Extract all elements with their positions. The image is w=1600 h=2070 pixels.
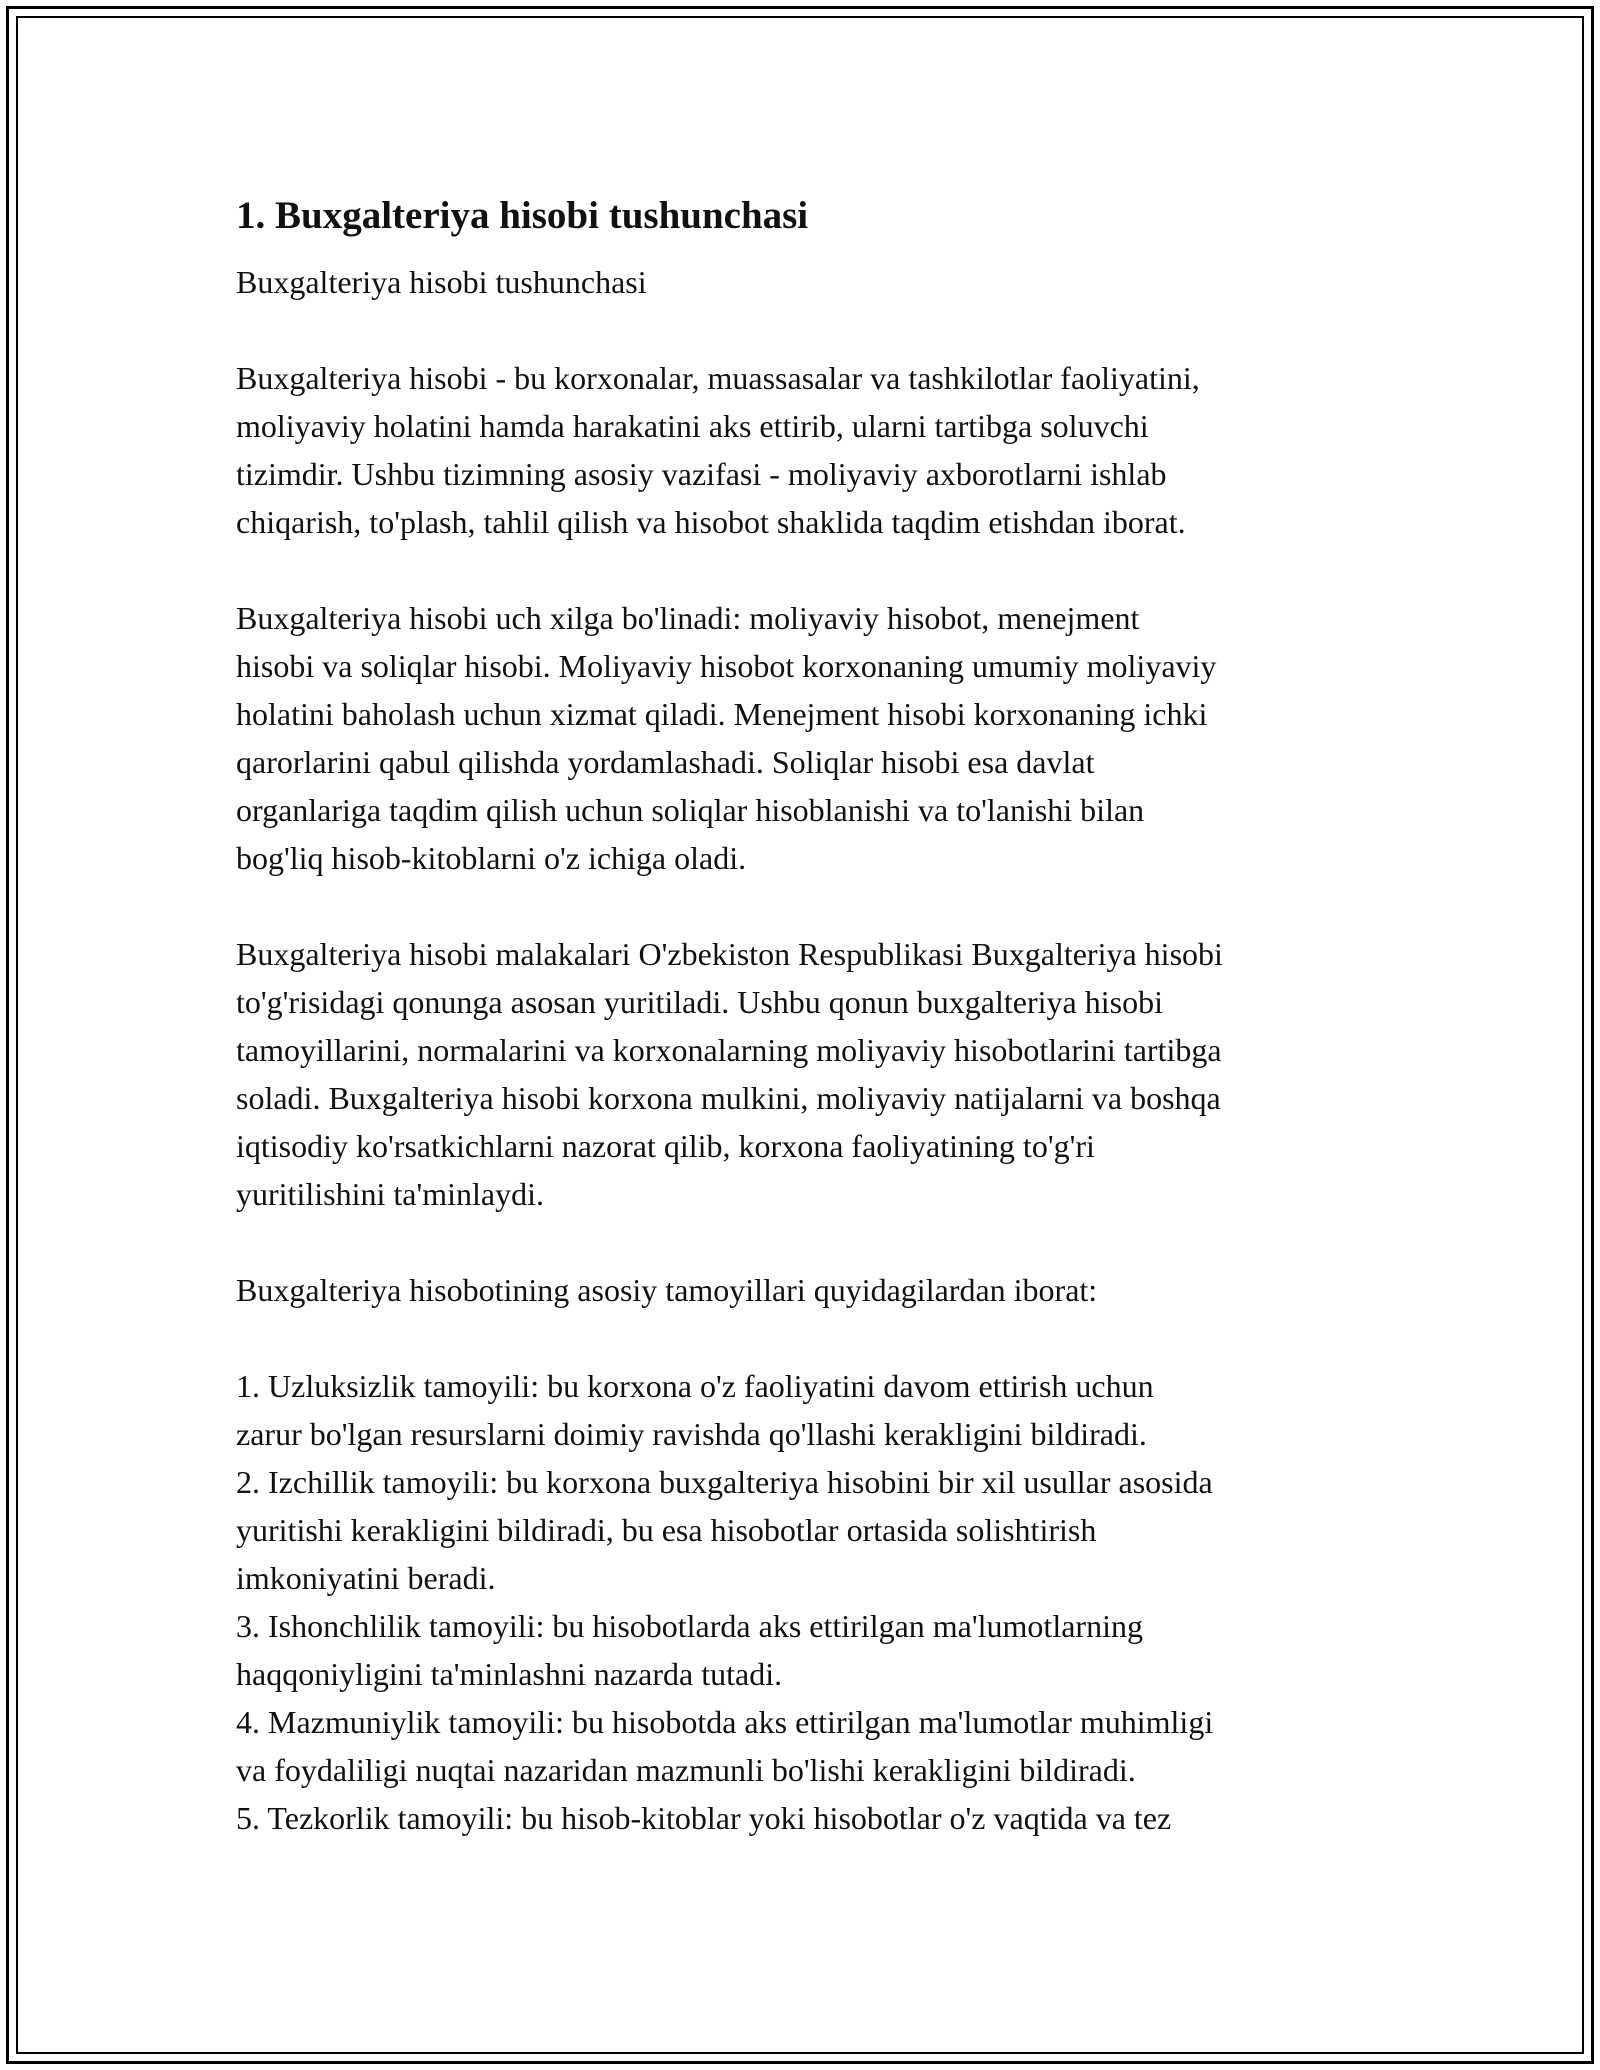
text-line: qarorlarini qabul qilishda yordamlashadi. Soliqlar hisobi esa davlat [236, 744, 1095, 780]
list-item-line: haqqoniyligini ta'minlashni nazarda tutadi. [236, 1656, 783, 1692]
text-line: yuritilishini ta'minlaydi. [236, 1176, 544, 1212]
list-item-line: imkoniyatini beradi. [236, 1560, 496, 1596]
principles-list [236, 1362, 1376, 1842]
list-item-line: 4. Mazmuniylik tamoyili: bu hisobotda aks ettirilgan ma'lumotlar muhimligi [236, 1704, 1214, 1740]
list-item-line: 5. Tezkorlik tamoyili: bu hisob-kitoblar yoki hisobotlar o'z vaqtida va tez [236, 1800, 1172, 1836]
list-item-line: 2. Izchillik tamoyili: bu korxona buxgalteriya hisobini bir xil usullar asosida [236, 1464, 1213, 1500]
text-line: Buxgalteriya hisobi malakalari O'zbekiston Respublikasi Buxgalteriya hisobi [236, 936, 1223, 972]
paragraph-law [236, 930, 1376, 1218]
paragraph-definition [236, 354, 1376, 546]
paragraph-principles-intro [236, 1266, 1376, 1314]
text-line: Buxgalteriya hisobotining asosiy tamoyillari quyidagilardan iborat: [236, 1272, 1098, 1308]
list-item-line: va foydaliligi nuqtai nazaridan mazmunli bo'lishi kerakligini bildiradi. [236, 1752, 1136, 1788]
text-line: soladi. Buxgalteriya hisobi korxona mulkini, moliyaviy natijalarni va boshqa [236, 1080, 1221, 1116]
text-line: tamoyillarini, normalarini va korxonalarning moliyaviy hisobotlarini tartibga [236, 1032, 1222, 1068]
document-subtitle: Buxgalteriya hisobi tushunchasi [236, 264, 647, 300]
text-line: tizimdir. Ushbu tizimning asosiy vazifasi - moliyaviy axborotlarni ishlab [236, 456, 1167, 492]
text-line: moliyaviy holatini hamda harakatini aks ettirib, ularni tartibga soluvchi [236, 408, 1149, 444]
document-title: 1. Buxgalteriya hisobi tushunchasi [236, 194, 809, 237]
text-line: Buxgalteriya hisobi - bu korxonalar, muassasalar va tashkilotlar faoliyatini, [236, 360, 1200, 396]
list-item-line: zarur bo'lgan resurslarni doimiy ravishda qo'llashi kerakligini bildiradi. [236, 1416, 1147, 1452]
text-line: chiqarish, to'plash, tahlil qilish va hisobot shaklida taqdim etishdan iborat. [236, 504, 1186, 540]
text-line: iqtisodiy ko'rsatkichlarni nazorat qilib, korxona faoliyatining to'g'ri [236, 1128, 1095, 1164]
list-item-line: 3. Ishonchlilik tamoyili: bu hisobotlarda aks ettirilgan ma'lumotlarning [236, 1608, 1143, 1644]
text-line: organlariga taqdim qilish uchun soliqlar hisoblanishi va to'lanishi bilan [236, 792, 1145, 828]
document-body [236, 188, 1376, 1842]
text-line: to'g'risidagi qonunga asosan yuritiladi. Ushbu qonun buxgalteriya hisobi [236, 984, 1163, 1020]
text-line: Buxgalteriya hisobi uch xilga bo'linadi: moliyaviy hisobot, menejment [236, 600, 1140, 636]
text-line: bog'liq hisob-kitoblarni o'z ichiga oladi. [236, 840, 747, 876]
text-line: hisobi va soliqlar hisobi. Moliyaviy hisobot korxonaning umumiy moliyaviy [236, 648, 1217, 684]
text-line: holatini baholash uchun xizmat qiladi. Menejment hisobi korxonaning ichki [236, 696, 1208, 732]
list-item-line: yuritishi kerakligini bildiradi, bu esa hisobotlar ortasida solishtirish [236, 1512, 1097, 1548]
paragraph-types [236, 594, 1376, 882]
list-item-line: 1. Uzluksizlik tamoyili: bu korxona o'z faoliyatini davom ettirish uchun [236, 1368, 1154, 1404]
